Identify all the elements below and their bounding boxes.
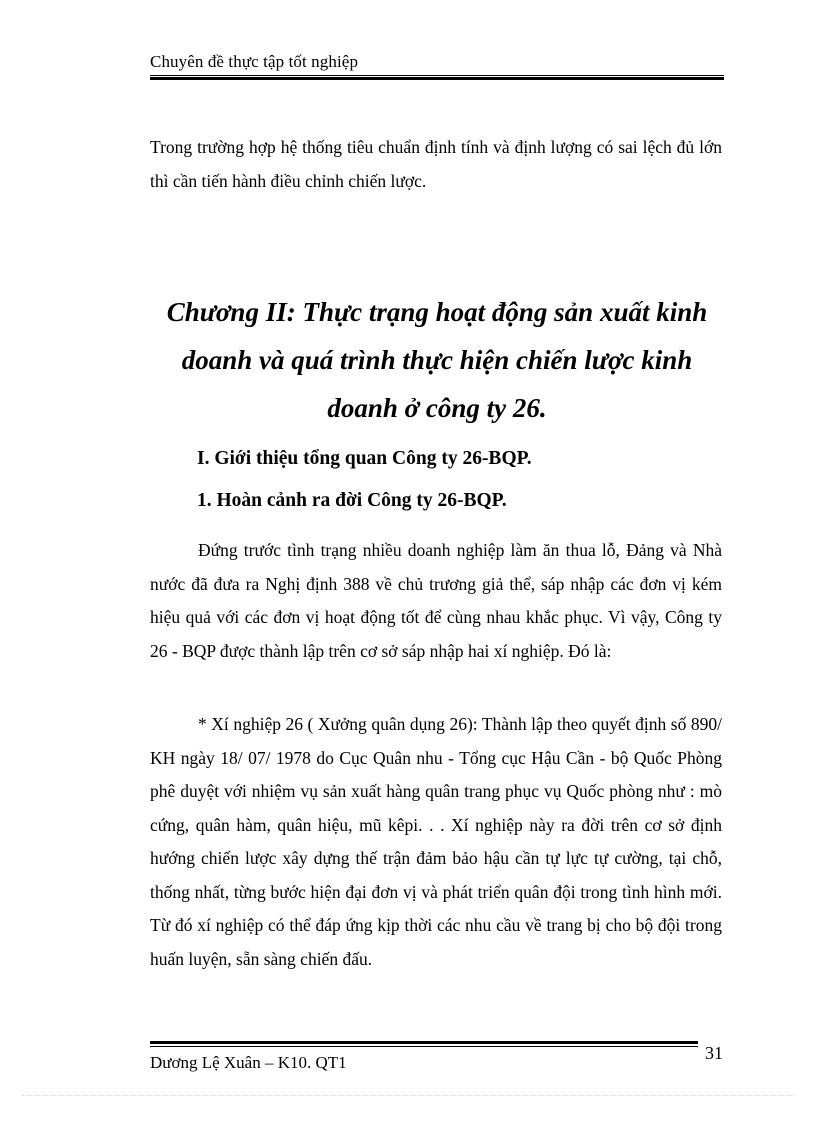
header-divider-thin (150, 75, 724, 76)
body-paragraph: * Xí nghiệp 26 ( Xưởng quân dụng 26): Thành lập theo quyết định số 890/ KH ngày 18/ 07/ 1978 do Cục Quân nhu - Tổng cục Hậu Cần - bộ Quốc Phòng phê duyệt với nhiệm vụ sản xuất hàng quân trang phục vụ Quốc phòng như : mò cứng, quân hàm, quân hiệu, mũ kêpi. . . Xí nghiệp này ra đời trên cơ sở định hướng chiến lược xây dựng thế trận đảm bảo hậu cần tự lực tự cường, tại chỗ, thống nhất, từng bước hiện đại đơn vị và phát triển quân đội trong tình hình mới. Từ đó xí nghiệp có thể đáp ứng kịp thời các nhu cầu về trang bị cho bộ đội trong huấn luyện, sẵn sàng chiến đấu. (150, 714, 722, 969)
footer-divider-thin (150, 1046, 698, 1047)
intro-paragraph: Trong trường hợp hệ thống tiêu chuẩn định tính và định lượng có sai lệch đủ lớn thì cần tiến hành điều chỉnh chiến lược. (150, 137, 722, 191)
header-divider-thick (150, 77, 724, 80)
footer-divider-thick (150, 1041, 698, 1044)
page-header-title: Chuyên đề thực tập tốt nghiệp (150, 52, 359, 71)
body-paragraph: Đứng trước tình trạng nhiều doanh nghiệp làm ăn thua lỗ, Đảng và Nhà nước đã đưa ra Nghị định 388 về chủ trương giả thể, sáp nhập các đơn vị kém hiệu quả với các đơn vị hoạt động tốt để cùng nhau khắc phục. Vì vậy, Công ty 26 - BQP được thành lập trên cơ sở sáp nhập hai xí nghiệp. Đó là: (150, 540, 722, 661)
page-number: 31 (705, 1043, 723, 1063)
chapter-title (150, 288, 724, 432)
footer-author: Dương Lệ Xuân – K10. QT1 (150, 1053, 347, 1072)
chapter-title-line-1: Chương II: Thực trạng hoạt động sản xuất kinh (166, 297, 708, 327)
page-bottom-dotted-line (22, 1095, 794, 1096)
section-heading: I. Giới thiệu tổng quan Công ty 26-BQP. (197, 448, 532, 469)
chapter-title-line-3: doanh ở công ty 26. (327, 393, 547, 423)
subsection-heading: 1. Hoàn cảnh ra đời Công ty 26-BQP. (197, 490, 507, 511)
chapter-title-line-2: doanh và quá trình thực hiện chiến lược kinh (181, 345, 693, 375)
